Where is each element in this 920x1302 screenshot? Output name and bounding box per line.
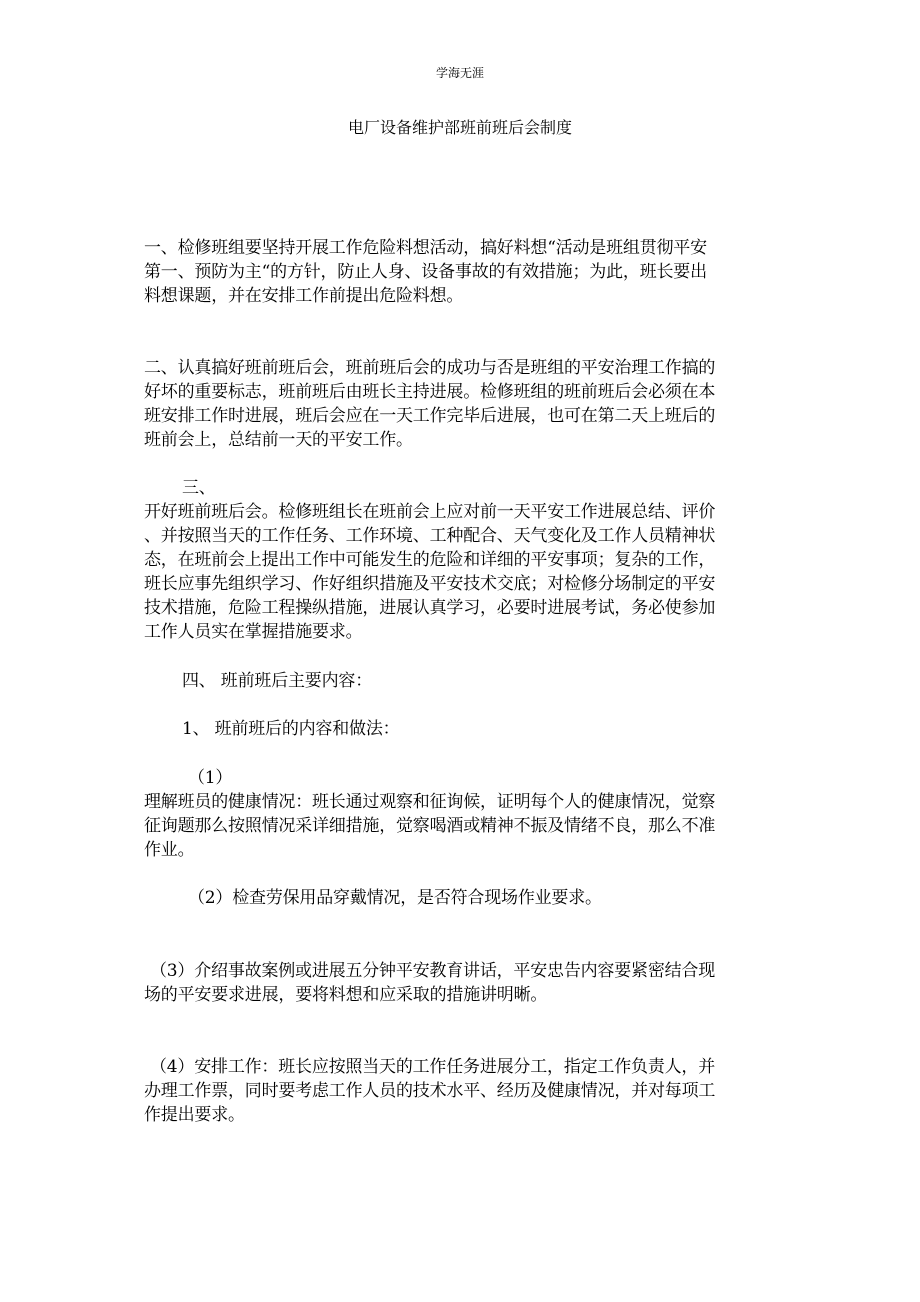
item-number: （1） xyxy=(188,768,233,788)
text-line: 班安排工作时进展，班后会应在一天工作完毕后进展，也可在第二天上班后的 xyxy=(144,406,716,426)
paragraph-6 xyxy=(144,766,776,862)
paragraph-2 xyxy=(144,356,776,452)
paragraph-3 xyxy=(144,476,776,644)
page-header: 学海无涯 xyxy=(435,66,484,80)
text-line: 好坏的重要标志，班前班后由班长主持进展。检修班组的班前班后会必须在本 xyxy=(144,382,716,402)
text-line: 、并按照当天的工作任务、工作环境、工种配合、天气变化及工作人员精神状 xyxy=(144,526,716,546)
text-line: 第一、预防为主“的方针，防止人身、设备事故的有效措施；为此，班长要出 xyxy=(144,262,707,282)
text-line: 一、检修班组要坚持开展工作危险料想活动，搞好料想“活动是班组贯彻平安 xyxy=(144,238,707,258)
section-heading: 三、 xyxy=(182,478,216,498)
paragraph-1 xyxy=(144,236,776,308)
section-heading: 四、 班前班后主要内容： xyxy=(182,671,373,691)
text-line: （3）介绍事故案例或进展五分钟平安教育讲话，平安忠告内容要紧密结合现 xyxy=(150,961,716,981)
subsection-heading: 1、 班前班后的内容和做法： xyxy=(182,719,400,739)
text-line: 理解班员的健康情况：班长通过观察和征询候，证明每个人的健康情况，觉察 xyxy=(144,792,716,812)
text-line: 办理工作票，同时要考虑工作人员的技术水平、经历及健康情况，并对每项工 xyxy=(144,1081,716,1101)
text-line: 作提出要求。 xyxy=(144,1105,245,1125)
paragraph-8 xyxy=(144,959,776,1007)
text-line: 二、认真搞好班前班后会，班前班后会的成功与否是班组的平安治理工作搞的 xyxy=(144,358,716,378)
text-line: 料想课题，并在安排工作前提出危险料想。 xyxy=(144,286,464,306)
text-line: （2）检查劳保用品穿戴情况，是否符合现场作业要求。 xyxy=(188,888,602,908)
text-line: 作业。 xyxy=(144,840,195,860)
text-line: 开好班前班后会。检修班组长在班前会上应对前一天平安工作进展总结、评价 xyxy=(144,502,716,522)
text-line: 场的平安要求进展，要将料想和应采取的措施讲明晰。 xyxy=(144,985,548,1005)
paragraph-9 xyxy=(144,1055,776,1127)
text-line: 班前会上，总结前一天的平安工作。 xyxy=(144,430,413,450)
text-line: 征询题那么按照情况采详细措施，觉察喝酒或精神不振及情绪不良，那么不准 xyxy=(144,816,716,836)
paragraph-4 xyxy=(144,669,776,693)
text-line: 班长应事先组织学习、作好组织措施及平安技术交底；对检修分场制定的平安 xyxy=(144,574,716,594)
paragraph-5 xyxy=(144,717,776,741)
text-line: 态，在班前会上提出工作中可能发生的危险和详细的平安事项；复杂的工作， xyxy=(144,550,716,570)
text-line: 技术措施，危险工程操纵措施，进展认真学习，必要时进展考试，务必使参加 xyxy=(144,598,716,618)
text-line: 工作人员实在掌握措施要求。 xyxy=(144,622,363,642)
paragraph-7 xyxy=(144,886,776,910)
text-line: （4）安排工作：班长应按照当天的工作任务进展分工，指定工作负责人，并 xyxy=(150,1057,716,1077)
document-title: 电厂设备维护部班前班后会制度 xyxy=(347,118,572,137)
